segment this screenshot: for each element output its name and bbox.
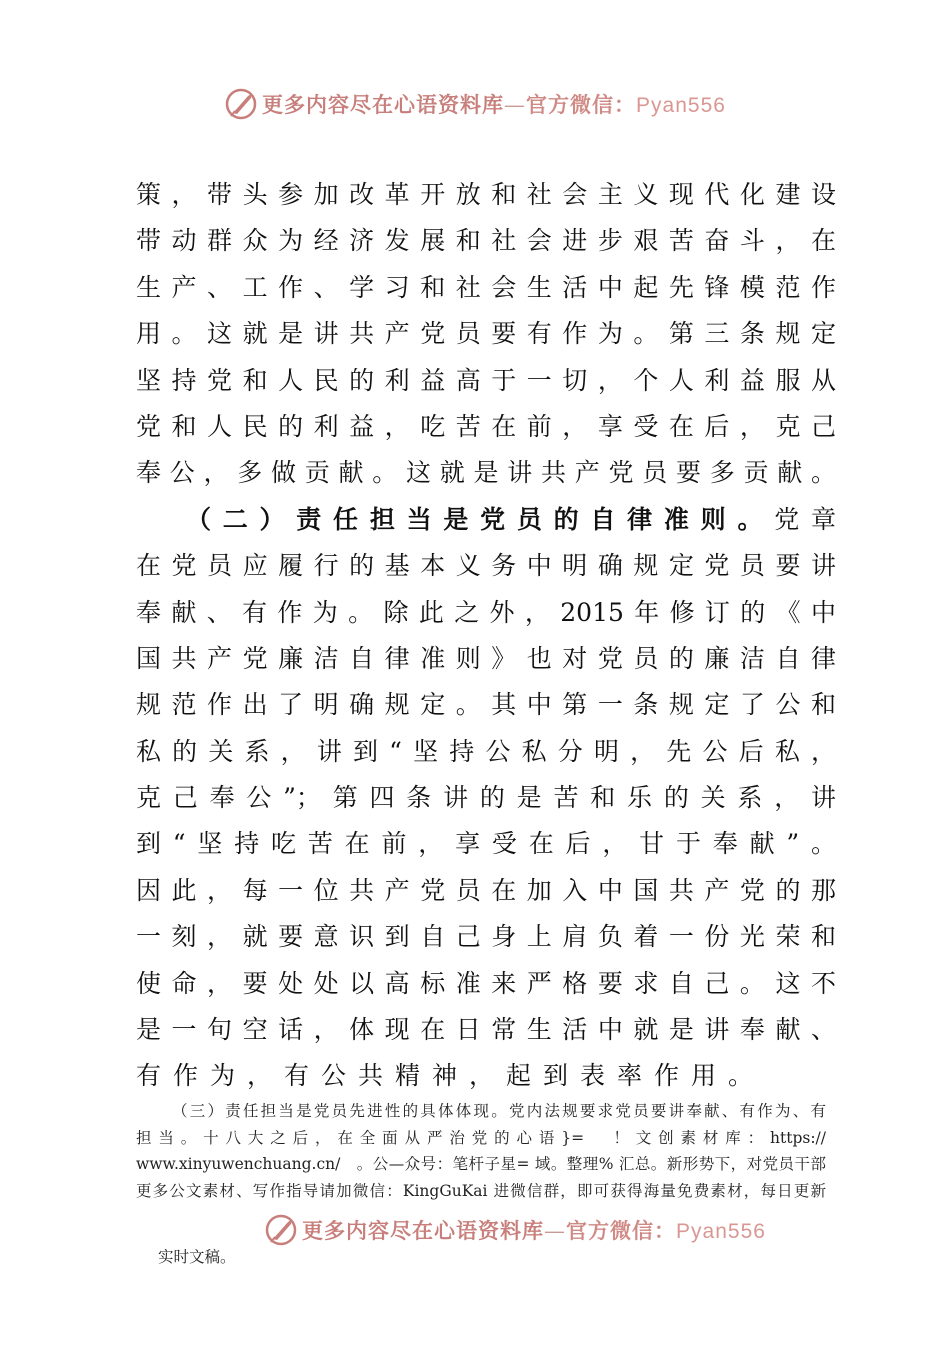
body-line: 坚持党和人民的利益高于一切，个人利益服从 (136, 365, 836, 395)
footer-watermark-banner (40, 1210, 950, 1250)
body-line: 因此，每一位共产党员在加入中国共产党的那 (136, 875, 836, 905)
note-line: （三）责任担当是党员先进性的具体体现。党内法规要求党员要讲奉献、有作为、有 (172, 1102, 826, 1120)
body-line: 奉献、有作为。除此之外，2015年修订的《中 (136, 597, 836, 627)
body-line: 一刻，就要意识到自己身上肩负着一份光荣和 (136, 922, 836, 952)
body-line: 到“坚持吃苦在前，享受在后，甘于奉献”。 (136, 829, 836, 859)
banner-title: 更多内容尽在心语资料库 (262, 92, 505, 117)
banner-wechat-label: 官方微信： (566, 1218, 677, 1243)
body-line: 使命，要处处以高标准来严格要求自己。这不 (136, 968, 836, 998)
banner-wechat-id: Pyan556 (636, 94, 726, 117)
quill-pen-logo-icon (264, 1213, 298, 1247)
banner-text (262, 89, 726, 119)
body-line: 是一句空话，体现在日常生活中就是讲奉献、 (136, 1015, 836, 1045)
document-body (136, 172, 836, 1100)
note-line: 担当。十八大之后，在全面从严治党的心语}= ！文创素材库：https:// (136, 1128, 826, 1147)
banner-separator: — (544, 1219, 567, 1243)
body-last-line: 有作为，有公共精神，起到表率作用。 (136, 1061, 766, 1091)
body-line: 私的关系，讲到“坚持公私分明，先公后私， (136, 736, 836, 766)
body-line: 带动群众为经济发展和社会进步艰苦奋斗，在 (136, 226, 836, 256)
body-line: 用。这就是讲共产党员要有作为。第三条规定 (136, 319, 836, 349)
banner-wechat-label: 官方微信： (526, 92, 637, 117)
banner-title: 更多内容尽在心语资料库 (302, 1218, 545, 1243)
body-line: 规范作出了明确规定。其中第一条规定了公和 (136, 690, 836, 720)
banner-separator: — (504, 93, 527, 117)
body-line: 生产、工作、学习和社会生活中起先锋模范作 (136, 272, 836, 302)
banner-text (302, 1215, 766, 1245)
quill-pen-logo-icon (224, 87, 258, 121)
body-line: 党和人民的利益，吃苦在前，享受在后，克己 (136, 411, 836, 441)
body-line: 国共产党廉洁自律准则》也对党员的廉洁自律 (136, 643, 836, 673)
footer-text: 实时文稿。 (158, 1248, 236, 1266)
note-line: www.xinyuwenchuang.cn/ 。公—众号：笔杆子星= 域。整理% 汇总。新形势下，对党员干部 (136, 1155, 826, 1173)
section-heading-line (136, 497, 836, 543)
section-heading-rest: 党章 (774, 504, 836, 534)
body-line: 克己奉公”；第四条讲的是苦和乐的关系，讲 (136, 783, 836, 813)
note-paragraph (136, 1098, 826, 1204)
body-line: 奉公，多做贡献。这就是讲共产党员要多贡献。 (136, 458, 836, 488)
note-line: 更多公文素材、写作指导请加微信：KingGuKai 进微信群，即可获得海量免费素材，每日更新 (136, 1181, 826, 1200)
body-line: 策，带头参加改革开放和社会主义现代化建设 (136, 180, 836, 209)
banner-wechat-id: Pyan556 (676, 1220, 766, 1243)
body-line: 在党员应履行的基本义务中明确规定党员要讲 (136, 551, 836, 581)
header-watermark-banner (0, 84, 950, 124)
section-heading: （二）责任担当是党员的自律准则。 (186, 504, 775, 534)
